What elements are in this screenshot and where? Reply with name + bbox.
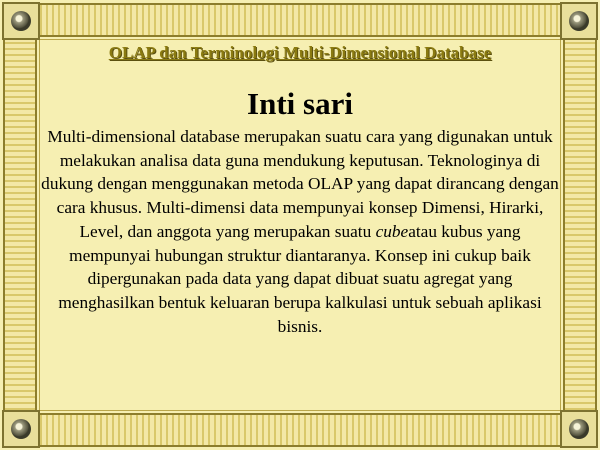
body-text-end: atau kubus yang mempunyai hubungan struktur diantaranya. Konsep ini cukup baik dipergunakan pada data yang dapat dibuat suatu agregat yang menghasilkan bentuk keluaran berupa kalkulasi untuk sebuah aplikasi bisnis. [58,221,542,336]
body-text-start: Multi-dimensional database merupakan suatu cara yang digunakan untuk melakukan analisa data guna mendukung keputusan. Teknologinya di dukung dengan menggunakan metoda OLAP yang dapat dirancang dengan cara khusus. Multi-dimensi data mempunyai konsep Dimensi, Hirarki, Level, dan anggota yang merupakan suatu [41,127,559,241]
corner-knob-icon [560,410,598,448]
corner-knob-icon [2,2,40,40]
slide-heading: Inti sari [247,86,353,121]
corner-knob-icon [560,2,598,40]
border-top [40,3,560,37]
slide-body [38,125,562,338]
inner-line-top [40,39,560,40]
border-bottom [40,413,560,447]
slide-title: OLAP dan Terminologi Multi-Dimensional Database [108,43,492,62]
inner-line-bottom [40,410,560,411]
corner-knob-icon [2,410,40,448]
body-italic-term: cube [375,221,409,241]
